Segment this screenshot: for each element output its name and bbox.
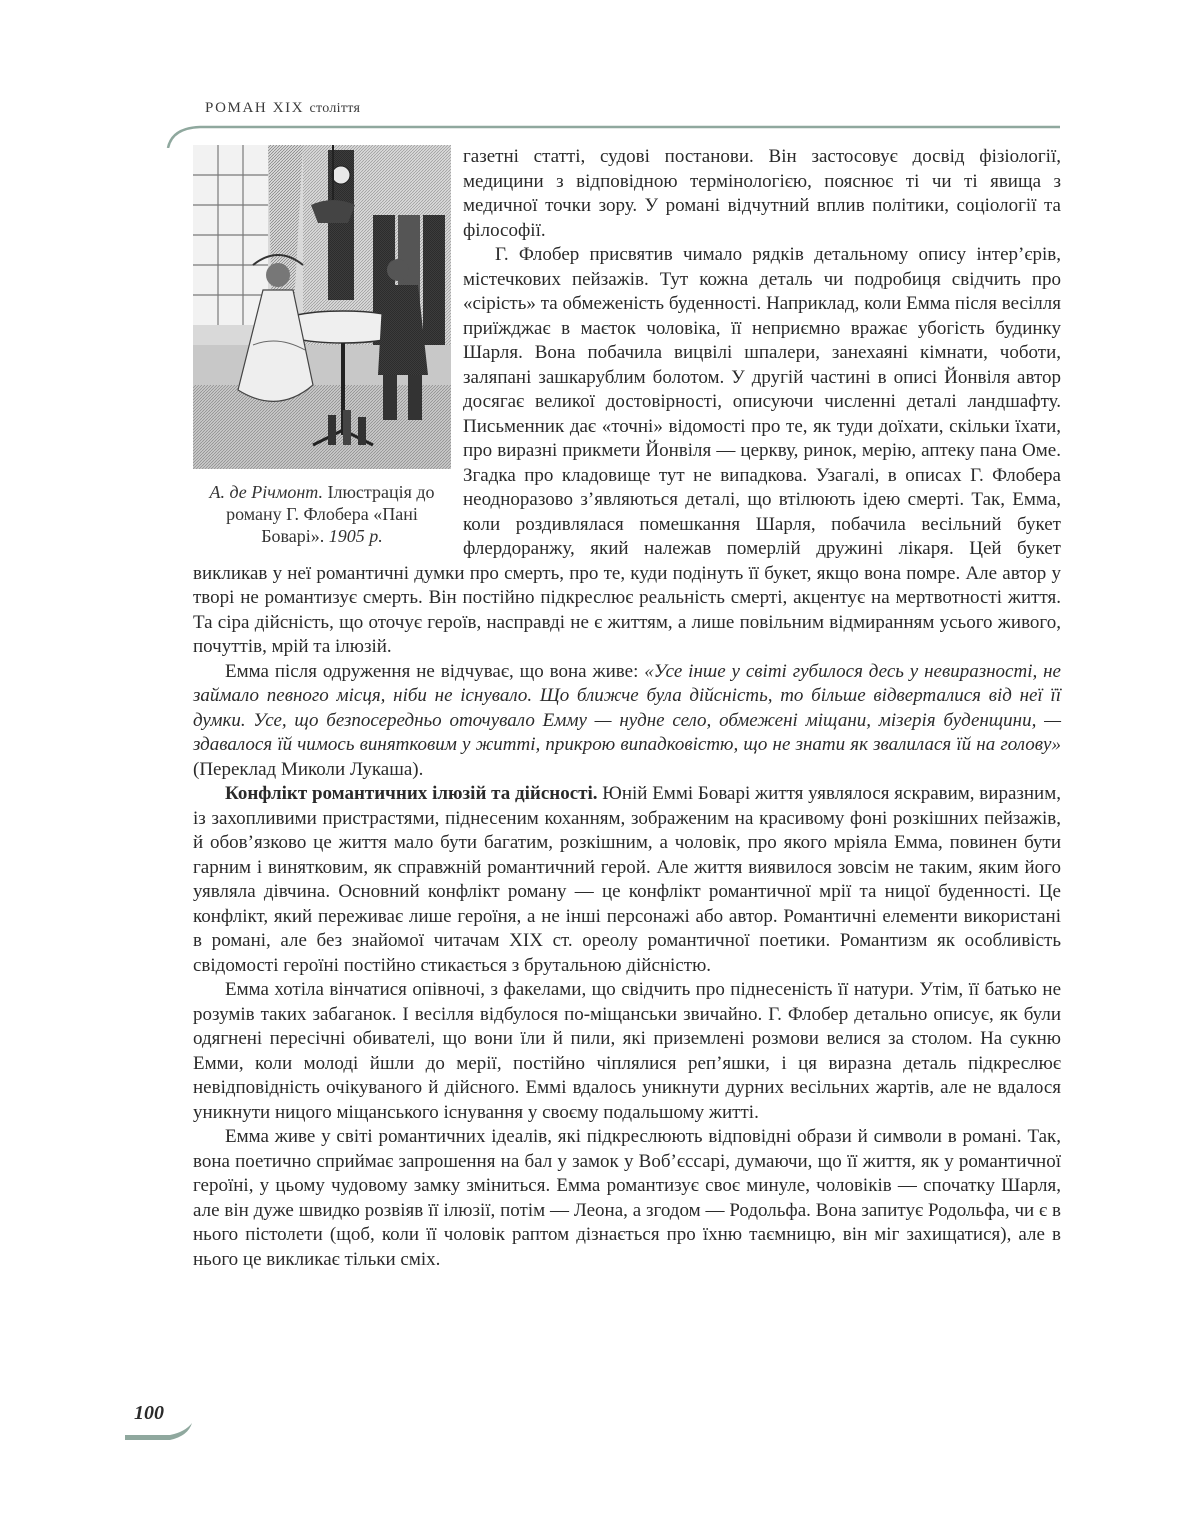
caption-author: А. де Річмонт. bbox=[209, 482, 323, 502]
caption-year: 1905 р. bbox=[328, 526, 383, 546]
paragraph-2: Г. Флобер присвятив чимало рядків детальному опису інтер’єрів, містечкових пейзажів. Тут кожна деталь чи подробиця свідчить про «сірість» та обмеженість буденності. Наприклад, коли Емма після весілля приїжджає в маєток чоловіка, її неприємно вражає убогість будинку Шарля. Вона побачила вицвілі шпалери, занехаяні кімнати, чоботи, заляпані зашкарублим болотом. У другій частині в описі Йонвіля автор досягає великої достовірності, описуючи численні деталі ландшафту. Письменник дає «точні» відомості про те, як туди доїхати, скільки їхати, про виразні прикмети Йонвіля — церкву, ринок, мерію, аптеку пана Оме. Згадка про кладовище тут не випадкова. Узагалі, в описах Г. Флобера неодноразово з’являються деталі, що втілюють ідею смерті. Так, Емма, коли роздивлялася помешкання Шарля, побачила весільний букет флердоранжу, який належав померлій дружині лікаря. Цей букет викликав у неї романтичні думки про смерть, про те, куди подінуть її букет, якщо вона помре. Але автор у творі не романтизує смерть. Він постійно підкреслює реальність смерті, акцентує на мертвотності життя. Та сіра дійсність, що оточує героїв, насправді не є життям, а лише повільним відмиранням усього живого, почуттів, мрій та ілюзій. bbox=[193, 244, 1061, 657]
paragraph-6: Емма живе у світі романтичних ідеалів, які підкреслюють відповідні образи й символи в романі. Так, вона поетично сприймає запрошення на бал у замок у Воб’єссарі, думаючи, що її життя, як у романтичної героїні, у цьому чудовому замку зміниться. Емма романтизує своє минуле, чоловіків — спочатку Шарля, але він дуже швидко розвіяв її ілюзії, потім — Леона, а згодом — Родольфа. Вона запитує Родольфа, чи є в нього пістолети (щоб, коли її чоловік раптом дізнається про їхню таємницю, він міг захищатися), але в нього це викликає тільки сміх. bbox=[193, 1126, 1061, 1270]
paragraph-1: газетні статті, судові постанови. Він застосовує досвід фізіології, медицини з відповідною термінологією, пояснює ті чи ті явища з медичної точки зору. У романі відчутний вплив політики, соціології та філософії. bbox=[463, 146, 1061, 241]
footer-swoosh bbox=[0, 1418, 220, 1448]
header-rule bbox=[0, 118, 1190, 148]
section-heading: Конфлікт романтичних ілюзій та дійсності. bbox=[225, 783, 598, 804]
running-head bbox=[205, 100, 360, 117]
paragraph-3-tail: (Переклад Миколи Лукаша). bbox=[193, 758, 424, 780]
paragraph-3 bbox=[193, 660, 1061, 783]
paragraph-5: Емма хотіла вінчатися опівночі, з факелами, що свідчить про піднесеність її натури. Утім, її батько не розумів таких забаганок. І весілля відбулося по-міщанськи звичайно. Г. Флобер детально описує, як були одягнені пересічні обивателі, що вони їли й пили, які приземлені розмови велися за столом. На сукню Емми, коли молоді йшли до мерії, постійно чіплялися реп’яшки, і ця виразна деталь підкреслює невідповідність очікуваного й дійсного. Еммі вдалось уникнути дурних весільних жартів, але не вдалося уникнути ницого міщанського існування у своєму подальшому житті. bbox=[193, 979, 1061, 1123]
paragraph-3-quote: «Усе інше у світі губилося десь у невиразності, не займало певного місця, ніби не існувало. Що ближче була дійсність, то більше відверталися від неї її думки. Усе, що безпосередньо оточувало Емму — нудне село, обмежені міщани, мізерія буденщини, — здавалося їй чимось винятковим у житті, прикрою випадковістю, що не знати як звалилася їй на голову» bbox=[193, 660, 1061, 755]
caption-text: Ілюстрація до роману Г. Флобера «Пані Боварі». bbox=[226, 482, 435, 546]
paragraph-4 bbox=[193, 782, 1061, 978]
figure-spacer bbox=[193, 145, 463, 560]
body-text bbox=[193, 145, 1061, 1272]
page-number: 100 bbox=[134, 1402, 164, 1424]
paragraph-3-intro: Емма після одруження не відчуває, що вона живе: bbox=[225, 660, 645, 682]
running-head-subtitle: століття bbox=[309, 101, 361, 116]
paragraph-4-text: Юній Еммі Боварі життя уявлялося яскравим, виразним, із захопливими пристрастями, піднесеним коханням, зображеним на красивому фоні розкішних пейзажів, й обов’язково це життя мало бути багатим, розкішним, а чоловік, про якого мріяла Емма, повинен бути гарним і винятковим, як справжній романтичний герой. Але життя виявилося зовсім не таким, яким його уявляла дівчина. Основний конфлікт роману — це конфлікт романтичної мрії та ницої буденності. Це конфлікт, який переживає лише героїня, а не інші персонажі або автор. Романтичні елементи використані в романі, але без знайомої читачам XIX ст. ореолу романтичної поетики. Романтизм як особливість свідомості героїні постійно стикається з брутальною дійсністю. bbox=[193, 783, 1061, 976]
running-head-title: РОМАН XIX bbox=[205, 100, 305, 116]
